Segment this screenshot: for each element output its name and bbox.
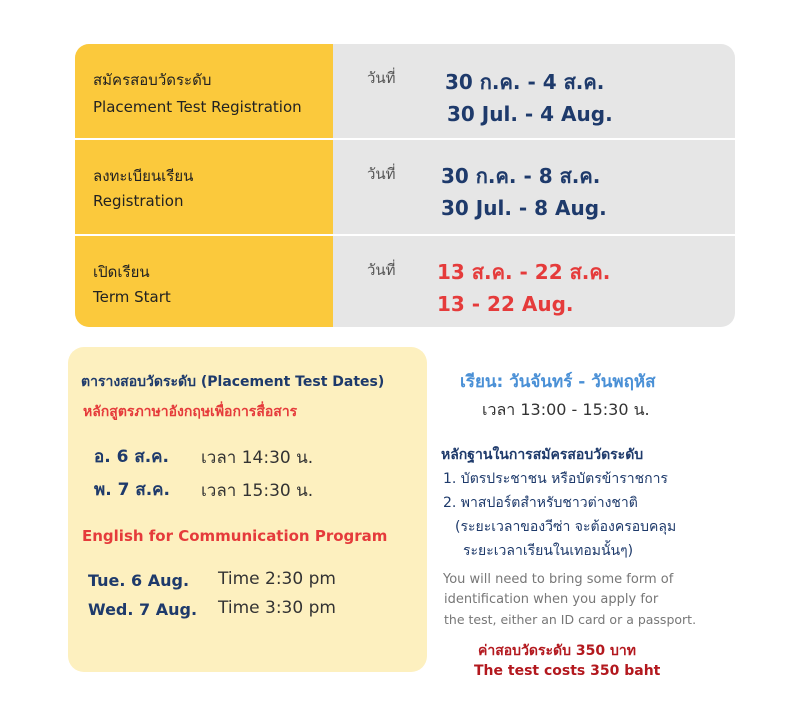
program-th: หลักสูตรภาษาอังกฤษเพื่อการสื่อสาร	[83, 404, 298, 420]
fee-en: The test costs 350 baht	[474, 663, 661, 679]
date-th: 30 ก.ค. - 4 ส.ค.	[445, 70, 605, 94]
row-label-th: ลงทะเบียนเรียน	[93, 167, 194, 185]
row-label-th: สมัครสอบวัดระดับ	[93, 71, 212, 89]
date-en: 13 - 22 Aug.	[437, 292, 574, 316]
document-item: 2. พาสปอร์ตสำหรับชาวต่างชาติ	[443, 495, 638, 511]
study-time: เวลา 13:00 - 15:30 น.	[482, 400, 650, 419]
schedule-row-registration	[75, 140, 735, 234]
slot-day: อ. 6 ส.ค.	[94, 447, 169, 467]
clipped-heading	[90, 0, 730, 14]
study-days: เรียน: วันจันทร์ - วันพฤหัส	[460, 372, 656, 392]
documents-title: หลักฐานในการสมัครสอบวัดระดับ	[441, 447, 644, 463]
visa-note: (ระยะเวลาของวีซ่า จะต้องครอบคลุม	[455, 519, 677, 535]
schedule-row-test-registration	[75, 44, 735, 138]
fee-th: ค่าสอบวัดระดับ 350 บาท	[478, 643, 636, 659]
day-label: วันที่	[367, 261, 396, 279]
slot-time: เวลา 14:30 น.	[201, 448, 314, 468]
visa-note: ระยะเวลาเรียนในเทอมนั้นๆ)	[463, 543, 634, 559]
row-label-en: Term Start	[93, 288, 171, 306]
row-label-th: เปิดเรียน	[93, 263, 150, 281]
slot-day: Wed. 7 Aug.	[88, 600, 198, 619]
slot-day: Tue. 6 Aug.	[88, 571, 190, 590]
english-note-line: identification when you apply for	[444, 592, 659, 607]
schedule-table	[75, 44, 735, 327]
document-item: 1. บัตรประชาชน หรือบัตรข้าราชการ	[443, 471, 668, 487]
date-th: 30 ก.ค. - 8 ส.ค.	[441, 164, 601, 188]
day-label: วันที่	[367, 69, 396, 87]
schedule-row-term-start	[75, 236, 735, 327]
date-en: 30 Jul. - 8 Aug.	[441, 196, 607, 220]
program-en: English for Communication Program	[82, 527, 388, 545]
date-th: 13 ส.ค. - 22 ส.ค.	[437, 260, 611, 284]
slot-time: Time 2:30 pm	[218, 569, 336, 589]
placement-test-card	[68, 347, 427, 672]
english-note-line: the test, either an ID card or a passport.	[444, 612, 697, 627]
slot-time: เวลา 15:30 น.	[201, 481, 314, 501]
date-en: 30 Jul. - 4 Aug.	[447, 102, 613, 126]
row-label-en: Placement Test Registration	[93, 98, 302, 116]
exam-title: ตารางสอบวัดระดับ (Placement Test Dates)	[81, 374, 385, 390]
slot-time: Time 3:30 pm	[218, 598, 336, 618]
slot-day: พ. 7 ส.ค.	[94, 480, 170, 500]
row-label-en: Registration	[93, 192, 184, 210]
english-note-line: You will need to bring some form of	[443, 572, 674, 587]
day-label: วันที่	[367, 165, 396, 183]
